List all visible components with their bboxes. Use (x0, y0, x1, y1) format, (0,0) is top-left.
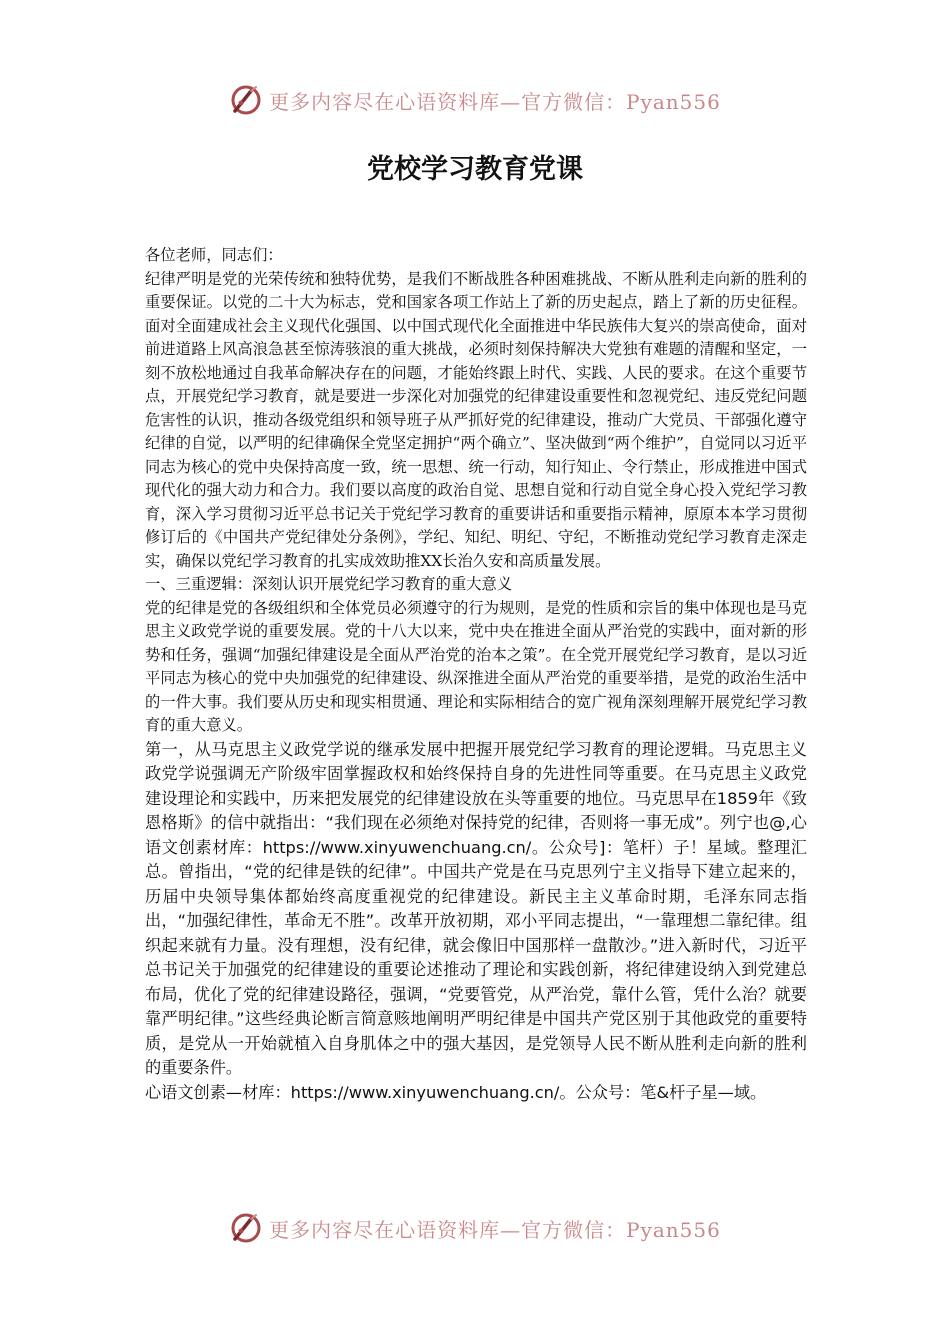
section-heading: 一、三重逻辑：深刻认识开展党纪学习教育的重大意义 (145, 575, 513, 593)
brand-logo-icon (229, 83, 263, 117)
paragraph-significance: 党的纪律是党的各级组织和全体党员必须遵守的行为规则，是党的性质和宗旨的集中体现也是马克思主义政党学说的重要发展。党的十八大以来，党中央在推进全面从严治党的实践中，面对新的形势和任务，强调“加强纪律建设是全面从严治党的治本之策”。在全党开展党纪学习教育，是以习近平同志为核心的党中央加强党的纪律建设、纵深推进全面从严治党的重要举措，是党的政治生活中的一件大事。我们要从历史和现实相贯通、理论和实际相结合的宽广视角深刻理解开展党纪学习教育的重大意义。 (145, 598, 807, 734)
paragraph-intro: 纪律严明是党的光荣传统和独特优势，是我们不断战胜各种困难挑战、不断从胜利走向新的胜利的重要保证。以党的二十大为标志，党和国家各项工作站上了新的历史起点，踏上了新的历史征程。面对全面建成社会主义现代化强国、以中国式现代化全面推进中华民族伟大复兴的崇高使命，面对前进道路上风高浪急甚至惊涛骇浪的重大挑战，必须时刻保持解决大党独有难题的清醒和坚定，一刻不放松地通过自我革命解决存在的问题，才能始终跟上时代、实践、人民的要求。在这个重要节点，开展党纪学习教育，就是要进一步深化对加强党的纪律建设重要性和忽视党纪、违反党纪问题危害性的认识，推动各级党组织和领导班子从严抓好党的纪律建设，推动广大党员、干部强化遵守纪律的自觉，以严明的纪律确保全党坚定拥护“两个确立”、坚决做到“两个维护”，自觉同以习近平同志为核心的党中央保持高度一致，统一思想、统一行动，知行知止、令行禁止，形成推进中国式现代化的强大动力和合力。我们要以高度的政治自觉、思想自觉和行动自觉全身心投入党纪学习教育，深入学习贯彻习近平总书记关于党纪学习教育的重要讲话和重要指示精神，原原本本学习贯彻修订后的《中国共产党纪律处分条例》，学纪、知纪、明纪、守纪，不断推动党纪学习教育走深走实，确保以党纪学习教育的扎实成效助推XX长治久安和高质量发展。 (145, 269, 807, 570)
footer-banner-text: 更多内容尽在心语资料库—官方微信：Pyan556 (269, 1217, 721, 1242)
paragraph-source-note: 心语文创素—材库：https://www.xinyuwenchuang.cn/。公众号：笔&杆子星—域。 (145, 1082, 767, 1102)
salutation: 各位老师，同志们： (145, 246, 283, 264)
footer-banner (0, 1208, 950, 1248)
brand-logo-icon (229, 1211, 263, 1245)
header-banner (0, 80, 950, 120)
page-title: 党校学习教育党课 (367, 154, 583, 185)
document-body (145, 244, 807, 1105)
paragraph-theoretical-logic: 第一，从马克思主义政党学说的继承发展中把握开展党纪学习教育的理论逻辑。马克思主义政党学说强调无产阶级牢固掌握政权和始终保持自身的先进性同等重要。在马克思主义政党建设理论和实践中，历来把发展党的纪律建设放在头等重要的地位。马克思早在1859年《致恩格斯》的信中就指出：“我们现在必须绝对保持党的纪律，否则将一事无成”。列宁也@,心语文创素材库：https://www.xinyuwenchuang.cn/。公众号]：笔杆）子！星域。整理汇总。曾指出，“党的纪律是铁的纪律”。中国共产党是在马克思列宁主义指导下建立起来的，历届中央领导集体都始终高度重视党的纪律建设。新民主主义革命时期，毛泽东同志指出，“加强纪律性，革命无不胜”。改革开放初期，邓小平同志提出，“一靠理想二靠纪律。组织起来就有力量。没有理想，没有纪律，就会像旧中国那样一盘散沙。”进入新时代，习近平总书记关于加强党的纪律建设的重要论述推动了理论和实践创新，将纪律建设纳入到党建总布局，优化了党的纪律建设路径，强调，“党要管党，从严治党，靠什么管，凭什么治？就要靠严明纪律。”这些经典论断言简意赅地阐明严明纪律是中国共产党区别于其他政党的重要特质，是党从一开始就植入自身肌体之中的强大基因，是党领导人民不断从胜利走向新的胜利的重要条件。 (145, 739, 807, 1077)
header-banner-text: 更多内容尽在心语资料库—官方微信：Pyan556 (269, 89, 721, 114)
